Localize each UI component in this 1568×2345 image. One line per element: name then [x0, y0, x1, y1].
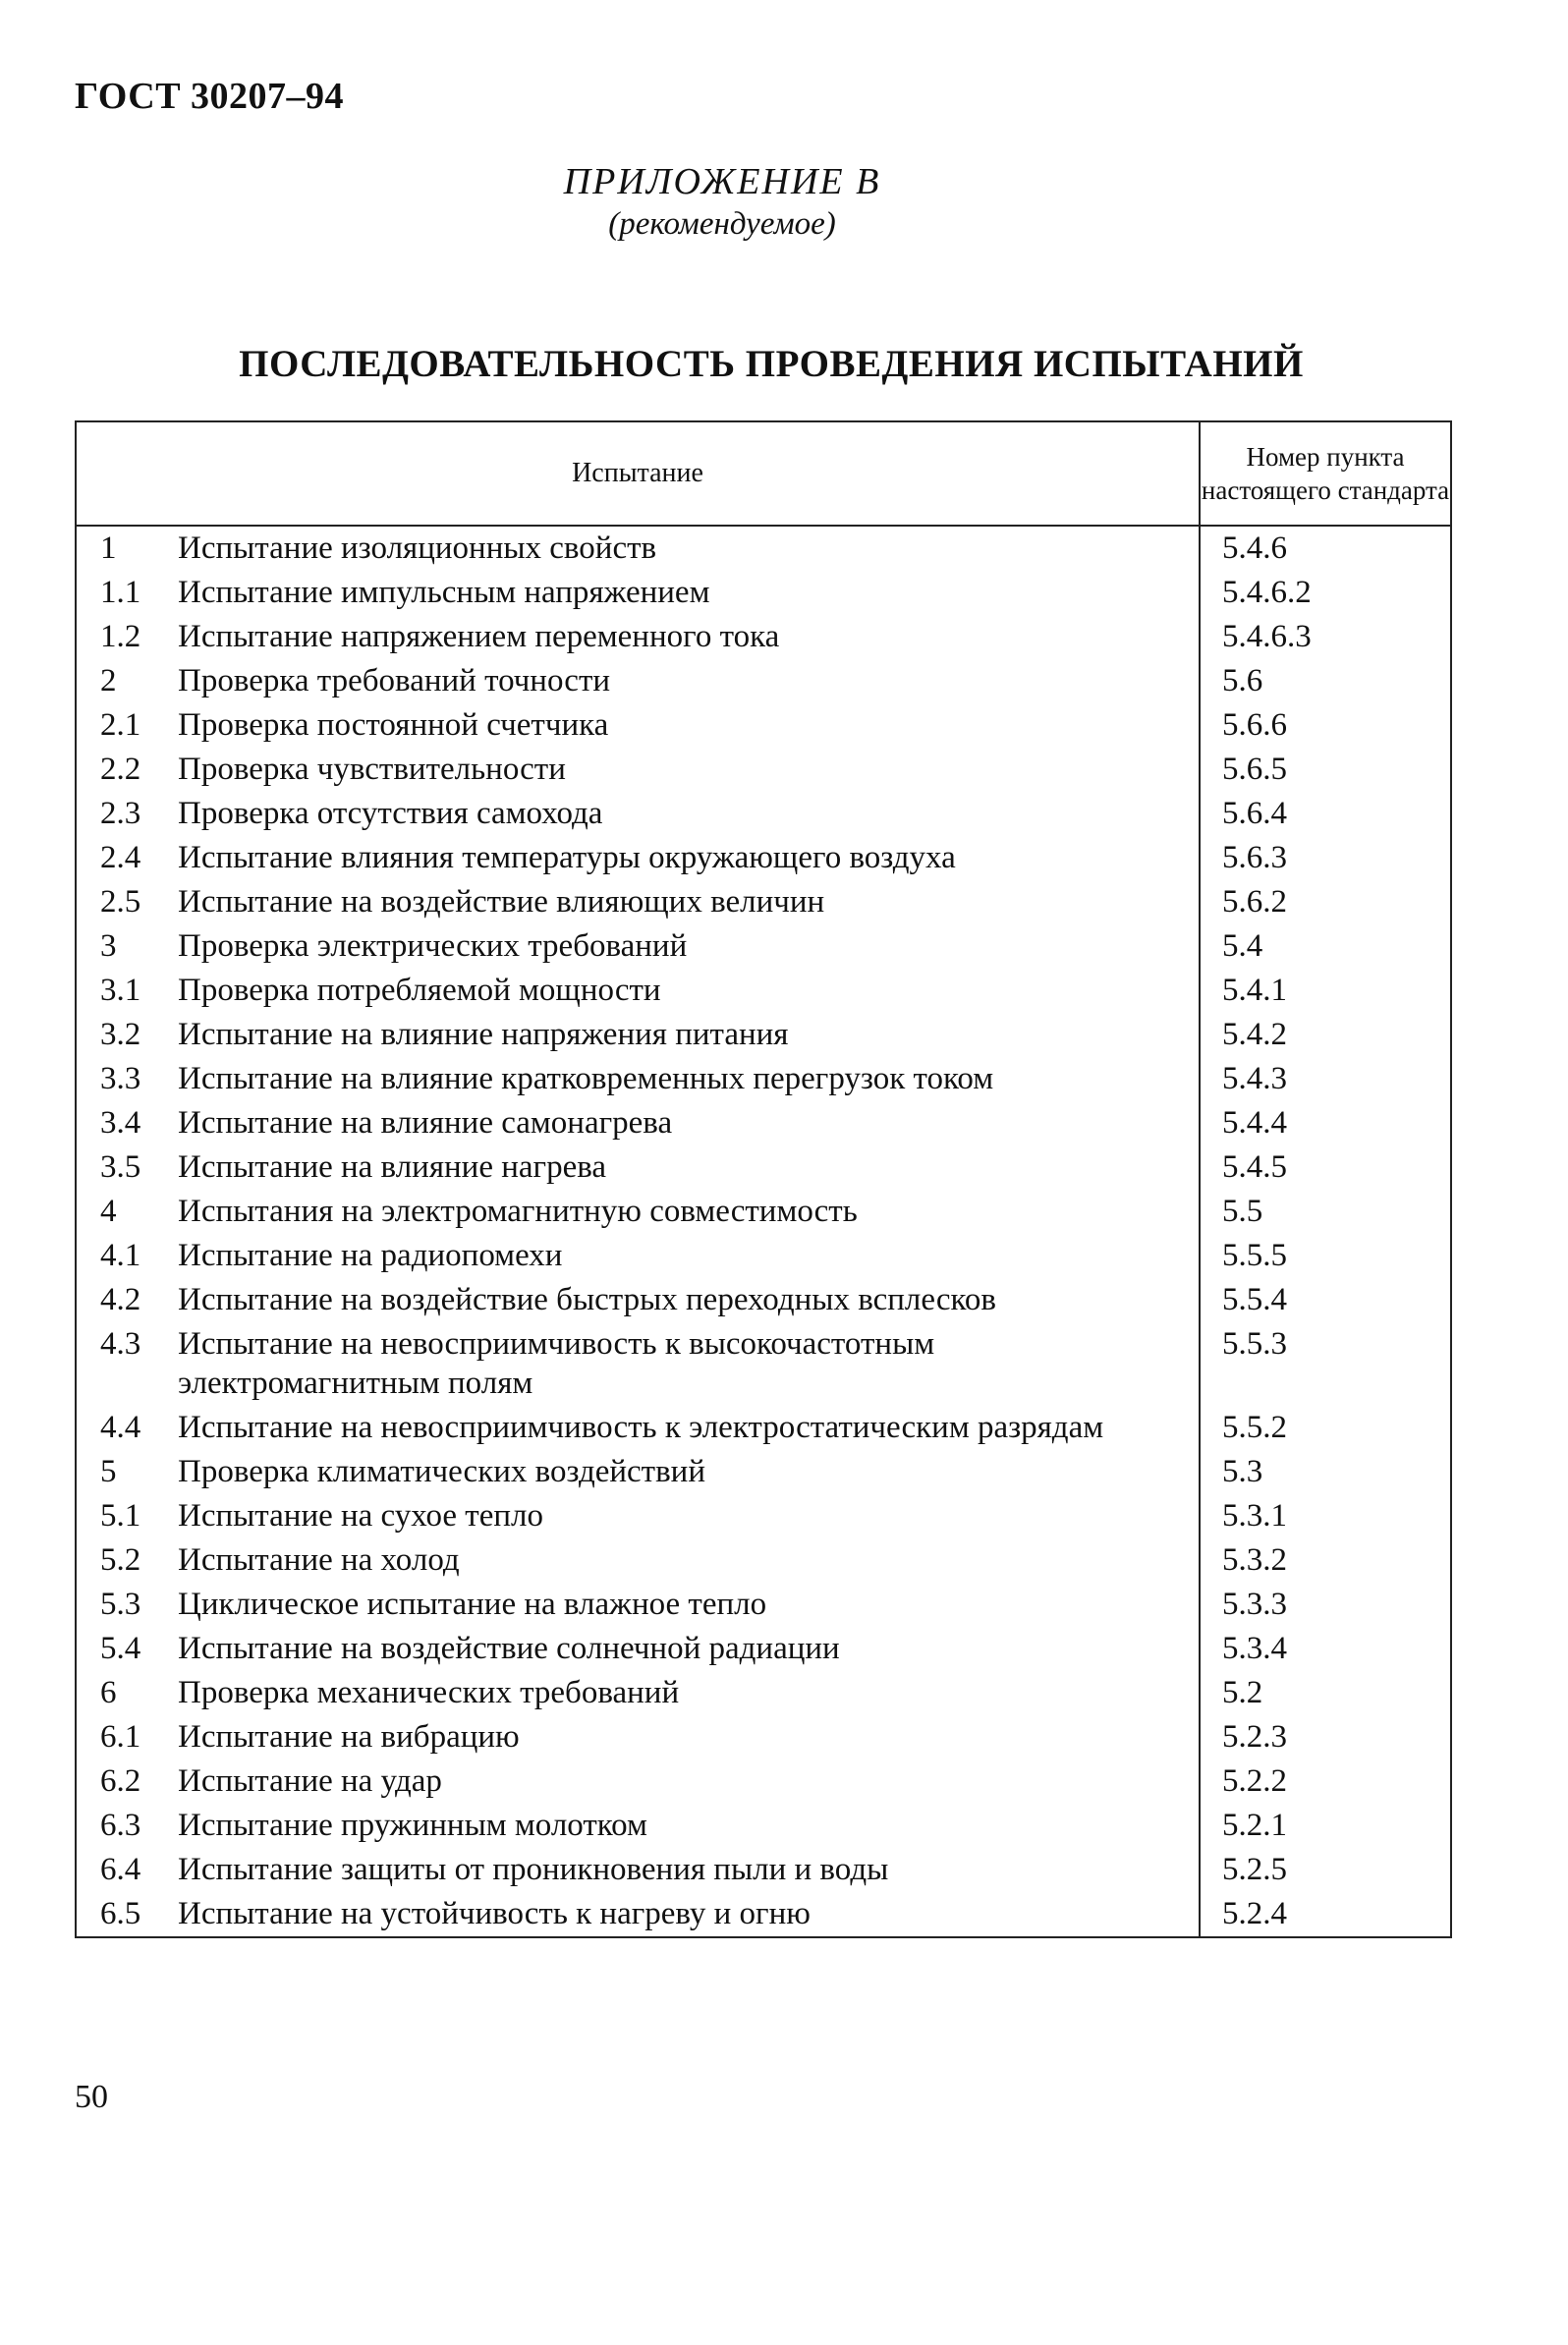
row-test-name: Испытание на невосприимчивость к электростатическим разрядам — [178, 1406, 1200, 1450]
document-code: ГОСТ 30207–94 — [75, 76, 345, 117]
row-clause-number: 5.2.4 — [1200, 1892, 1451, 1937]
row-test-name: Испытание пружинным молотком — [178, 1804, 1200, 1848]
row-test-name: Испытание на вибрацию — [178, 1715, 1200, 1759]
row-clause-number: 5.6.4 — [1200, 792, 1451, 836]
row-clause-number: 5.4.6.2 — [1200, 571, 1451, 615]
table-row — [76, 1101, 1451, 1145]
row-number: 4.2 — [76, 1278, 178, 1322]
row-test-name: Испытание на влияние нагрева — [178, 1145, 1200, 1190]
table-row — [76, 1892, 1451, 1937]
test-sequence-table — [75, 420, 1452, 1938]
table-row — [76, 1322, 1451, 1406]
row-clause-number: 5.6.6 — [1200, 703, 1451, 748]
row-test-name: Испытание на влияние кратковременных перегрузок током — [178, 1057, 1200, 1101]
row-clause-number: 5.5.2 — [1200, 1406, 1451, 1450]
row-number: 4.3 — [76, 1322, 178, 1406]
row-clause-number: 5.3.4 — [1200, 1627, 1451, 1671]
table-row — [76, 1494, 1451, 1538]
row-number: 5.2 — [76, 1538, 178, 1583]
table-row — [76, 1406, 1451, 1450]
table-row — [76, 1278, 1451, 1322]
table-row — [76, 1759, 1451, 1804]
row-number: 3 — [76, 924, 178, 969]
row-number: 3.3 — [76, 1057, 178, 1101]
row-clause-number: 5.6 — [1200, 659, 1451, 703]
row-clause-number: 5.2.5 — [1200, 1848, 1451, 1892]
row-clause-number: 5.6.5 — [1200, 748, 1451, 792]
row-test-name: Проверка потребляемой мощности — [178, 969, 1200, 1013]
row-number: 5.4 — [76, 1627, 178, 1671]
row-clause-number: 5.6.2 — [1200, 880, 1451, 924]
row-test-name: Проверка требований точности — [178, 659, 1200, 703]
appendix-title: ПРИЛОЖЕНИЕ В — [563, 161, 881, 202]
row-clause-number: 5.4.4 — [1200, 1101, 1451, 1145]
row-test-name: Испытание импульсным напряжением — [178, 571, 1200, 615]
row-test-name: Циклическое испытание на влажное тепло — [178, 1583, 1200, 1627]
row-number: 3.4 — [76, 1101, 178, 1145]
table-row — [76, 659, 1451, 703]
page-title: ПОСЛЕДОВАТЕЛЬНОСТЬ ПРОВЕДЕНИЯ ИСПЫТАНИЙ — [239, 343, 1304, 385]
row-number: 2.3 — [76, 792, 178, 836]
row-clause-number: 5.5 — [1200, 1190, 1451, 1234]
row-number: 6.4 — [76, 1848, 178, 1892]
table-row — [76, 571, 1451, 615]
row-number: 3.5 — [76, 1145, 178, 1190]
table-row — [76, 1583, 1451, 1627]
row-test-name: Проверка отсутствия самохода — [178, 792, 1200, 836]
row-clause-number: 5.4.2 — [1200, 1013, 1451, 1057]
table-row — [76, 969, 1451, 1013]
row-number: 6.2 — [76, 1759, 178, 1804]
row-test-name: Испытание на влияние самонагрева — [178, 1101, 1200, 1145]
row-number: 5.3 — [76, 1583, 178, 1627]
row-clause-number: 5.3 — [1200, 1450, 1451, 1494]
table-row — [76, 836, 1451, 880]
row-number: 6.5 — [76, 1892, 178, 1937]
row-number: 2.4 — [76, 836, 178, 880]
page-number: 50 — [75, 2079, 108, 2115]
table-row — [76, 1234, 1451, 1278]
table-row — [76, 1057, 1451, 1101]
row-test-name: Испытание напряжением переменного тока — [178, 615, 1200, 659]
table-row — [76, 1804, 1451, 1848]
table-row — [76, 1013, 1451, 1057]
row-test-name: Проверка климатических воздействий — [178, 1450, 1200, 1494]
row-clause-number: 5.5.3 — [1200, 1322, 1451, 1406]
table-row — [76, 880, 1451, 924]
row-test-name: Испытание влияния температуры окружающего воздуха — [178, 836, 1200, 880]
row-clause-number: 5.2.1 — [1200, 1804, 1451, 1848]
row-clause-number: 5.5.5 — [1200, 1234, 1451, 1278]
row-test-name: Испытание изоляционных свойств — [178, 526, 1200, 571]
row-test-name: Проверка электрических требований — [178, 924, 1200, 969]
row-number: 2.1 — [76, 703, 178, 748]
appendix-subtitle: (рекомендуемое) — [608, 206, 836, 242]
row-number: 2 — [76, 659, 178, 703]
row-clause-number: 5.4.6 — [1200, 526, 1451, 571]
table-header-row — [76, 421, 1451, 526]
table-row — [76, 924, 1451, 969]
row-clause-number: 5.2 — [1200, 1671, 1451, 1715]
row-test-name: Испытание на влияние напряжения питания — [178, 1013, 1200, 1057]
table-row — [76, 1145, 1451, 1190]
row-test-name: Испытание на воздействие быстрых переходных всплесков — [178, 1278, 1200, 1322]
row-test-name: Испытание на воздействие влияющих величин — [178, 880, 1200, 924]
table-row — [76, 1190, 1451, 1234]
row-test-name: Проверка чувствительности — [178, 748, 1200, 792]
table-row — [76, 748, 1451, 792]
row-number: 6 — [76, 1671, 178, 1715]
row-test-name: Испытание на удар — [178, 1759, 1200, 1804]
row-clause-number: 5.3.1 — [1200, 1494, 1451, 1538]
row-number: 1.1 — [76, 571, 178, 615]
row-number: 2.5 — [76, 880, 178, 924]
row-clause-number: 5.4 — [1200, 924, 1451, 969]
row-clause-number: 5.4.6.3 — [1200, 615, 1451, 659]
row-test-name: Испытания на электромагнитную совместимость — [178, 1190, 1200, 1234]
row-number: 6.3 — [76, 1804, 178, 1848]
row-test-name: Проверка постоянной счетчика — [178, 703, 1200, 748]
column-header-clause — [1200, 421, 1451, 526]
row-clause-number: 5.6.3 — [1200, 836, 1451, 880]
row-number: 2.2 — [76, 748, 178, 792]
table-row — [76, 526, 1451, 571]
row-number: 1.2 — [76, 615, 178, 659]
row-number: 5 — [76, 1450, 178, 1494]
row-clause-number: 5.3.2 — [1200, 1538, 1451, 1583]
column-header-clause-line2: настоящего стандарта — [1201, 475, 1450, 505]
row-clause-number: 5.4.3 — [1200, 1057, 1451, 1101]
row-number: 1 — [76, 526, 178, 571]
row-number: 4.1 — [76, 1234, 178, 1278]
row-number: 4 — [76, 1190, 178, 1234]
table-row — [76, 1538, 1451, 1583]
row-test-name: Испытание защиты от проникновения пыли и воды — [178, 1848, 1200, 1892]
row-clause-number: 5.2.3 — [1200, 1715, 1451, 1759]
table-row — [76, 1450, 1451, 1494]
table-row — [76, 1848, 1451, 1892]
row-number: 6.1 — [76, 1715, 178, 1759]
column-header-test: Испытание — [76, 421, 1200, 526]
row-clause-number: 5.4.1 — [1200, 969, 1451, 1013]
row-test-name: Испытание на сухое тепло — [178, 1494, 1200, 1538]
row-number: 3.2 — [76, 1013, 178, 1057]
row-test-name: Испытание на радиопомехи — [178, 1234, 1200, 1278]
row-clause-number: 5.5.4 — [1200, 1278, 1451, 1322]
row-test-name: Испытание на воздействие солнечной радиации — [178, 1627, 1200, 1671]
row-number: 3.1 — [76, 969, 178, 1013]
table-row — [76, 703, 1451, 748]
row-test-name: Проверка механических требований — [178, 1671, 1200, 1715]
row-test-name: Испытание на устойчивость к нагреву и огню — [178, 1892, 1200, 1937]
column-header-clause-line1: Номер пункта — [1246, 442, 1405, 472]
row-clause-number: 5.4.5 — [1200, 1145, 1451, 1190]
table-row — [76, 1671, 1451, 1715]
table-body — [76, 526, 1451, 1937]
row-test-name: Испытание на холод — [178, 1538, 1200, 1583]
row-clause-number: 5.3.3 — [1200, 1583, 1451, 1627]
row-number: 4.4 — [76, 1406, 178, 1450]
row-clause-number: 5.2.2 — [1200, 1759, 1451, 1804]
table-row — [76, 792, 1451, 836]
table-row — [76, 1627, 1451, 1671]
row-number: 5.1 — [76, 1494, 178, 1538]
row-test-name: Испытание на невосприимчивость к высокочастотным электромагнитным полям — [178, 1322, 1200, 1406]
table-row — [76, 1715, 1451, 1759]
table-row — [76, 615, 1451, 659]
